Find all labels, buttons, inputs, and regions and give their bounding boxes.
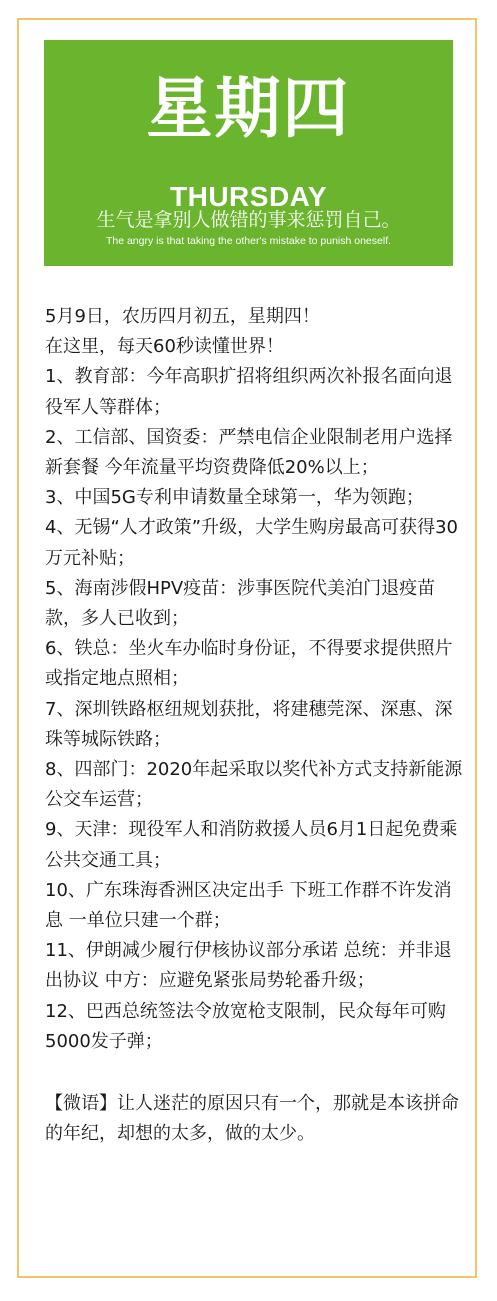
spacer (45, 1057, 465, 1089)
header-banner (44, 40, 453, 266)
news-item: 2、工信部、国资委：严禁电信企业限制老用户选择新套餐 今年流量平均资费降低20%以上； (45, 426, 453, 479)
news-item: 11、伊朗减少履行伊核协议部分承诺 总统：并非退出协议 中方：应避免紧张局势轮番升级； (45, 940, 452, 992)
news-item: 8、四部门：2020年起采取以奖代补方式支持新能源公交车运营； (45, 759, 463, 811)
weekday-title-cn: 星期四 (146, 70, 351, 147)
footer-weiyu: 【微语】让人迷茫的原因只有一个，那就是本该拼命的年纪，却想的太多，做的太少。 (45, 1093, 459, 1145)
quote-chinese: 生气是拿别人做错的事来惩罚自己。 (96, 209, 401, 231)
news-content (45, 302, 465, 1149)
news-item: 5、海南涉假HPV疫苗：涉事医院代美泊门退疫苗款，多人已收到； (45, 577, 436, 630)
weekday-title-en: THURSDAY (170, 181, 327, 212)
quote-english: The angry is that taking the other's mistake to punish oneself. (105, 235, 392, 247)
news-item: 10、广东珠海香洲区决定出手 下班工作群不许发消息 一单位只建一个群； (45, 879, 452, 932)
news-item: 4、无锡“人才政策”升级，大学生购房最高可获得30万元补贴； (45, 517, 459, 569)
news-item: 6、铁总：坐火车办临时身份证，不得要求提供照片或指定地点照相； (45, 638, 453, 690)
intro-slogan-line: 在这里，每天60秒读懂世界！ (45, 336, 284, 358)
news-item: 1、教育部：今年高职扩招将组织两次补报名面向退役军人等群体； (45, 366, 453, 418)
news-item: 3、中国5G专利申请数量全球第一，华为领跑； (45, 487, 424, 509)
intro-date-line: 5月9日，农历四月初五，星期四！ (45, 306, 320, 327)
news-item: 9、天津：现役军人和消防救援人员6月1日起免费乘公共交通工具； (45, 819, 458, 871)
news-item: 12、巴西总统签法令放宽枪支限制，民众每年可购5000发子弹； (45, 1000, 446, 1052)
news-item: 7、深圳铁路枢纽规划获批，将建穗莞深、深惠、深珠等城际铁路； (45, 698, 453, 750)
